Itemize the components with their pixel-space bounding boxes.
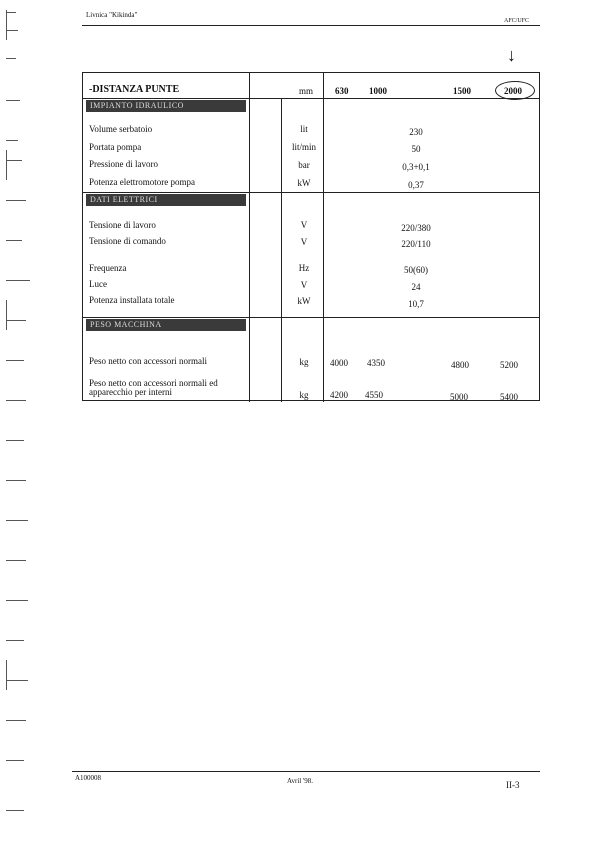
row-value: 50(60) [404,265,428,275]
distanza-value: 630 [335,86,349,96]
section-header-impianto: IMPIANTO IDRAULICO [86,100,246,112]
row-label: Volume serbatoio [89,124,153,134]
row-value: 230 [409,127,423,137]
distanza-value: 1000 [369,86,387,96]
row-value: 4550 [365,390,383,400]
distanza-value: 2000 [504,86,522,96]
row-label: Portata pompa [89,142,142,152]
page-number: II-3 [506,780,520,790]
row-value: 4000 [330,358,348,368]
header-code: AFC/UFC [504,18,530,24]
row-label: Potenza installata totale [89,295,175,305]
header-divider [82,25,540,26]
row-unit: V [300,220,308,230]
row-label: Tensione di lavoro [89,220,156,230]
row-value: 10,7 [408,299,424,309]
section-header-elettrici: DATI ELETTRICI [86,194,246,206]
row-unit: lit/min [291,142,316,152]
row-unit: lit [300,124,308,134]
row-value: 5400 [500,392,518,402]
distanza-unit: mm [299,86,314,96]
row-value: 220/380 [401,223,431,233]
row-label [89,379,218,397]
row-unit: kg [299,357,309,367]
row-label-line: apparecchio per interni [89,387,172,397]
section-header-peso: PESO MACCHINA [86,319,246,331]
row-value: 5000 [450,392,468,402]
header-company: Livnica "Kikinda" [86,11,138,19]
row-unit: kg [299,390,309,400]
row-value: 5200 [500,360,518,370]
row-unit: Hz [298,263,310,273]
row-label: Pressione di lavoro [89,159,158,169]
row-value: 4800 [451,360,469,370]
row-value: 0,37 [408,180,424,190]
spec-table [82,72,540,401]
row-label: Potenza elettromotore pompa [89,177,195,187]
row-label: Frequenza [89,263,127,273]
footer-doc-code: A100008 [75,774,102,782]
row-unit: V [300,237,308,247]
down-arrow-icon: ↓ [507,45,516,65]
footer-divider [72,771,540,772]
footer-date: Avril '98. [287,777,314,785]
row-label-line: Peso netto con accessori normali ed [89,378,218,388]
row-label: Tensione di comando [89,236,166,246]
row-value: 24 [411,282,421,292]
row-value: 4350 [367,358,385,368]
row-unit: V [300,280,308,290]
row-unit: kW [297,296,311,306]
circled-mark [495,81,535,100]
row-unit: kW [297,178,311,188]
distanza-label: -DISTANZA PUNTE [89,84,180,95]
distanza-value: 1500 [453,86,471,96]
row-label: Peso netto con accessori normali [89,356,207,366]
row-value: 220/110 [401,239,431,249]
row-value: 4200 [330,390,348,400]
row-label: Luce [89,279,107,289]
row-unit: bar [298,160,310,170]
row-value: 50 [411,144,421,154]
binding-edge [0,0,30,841]
row-value: 0,3+0,1 [402,162,430,172]
